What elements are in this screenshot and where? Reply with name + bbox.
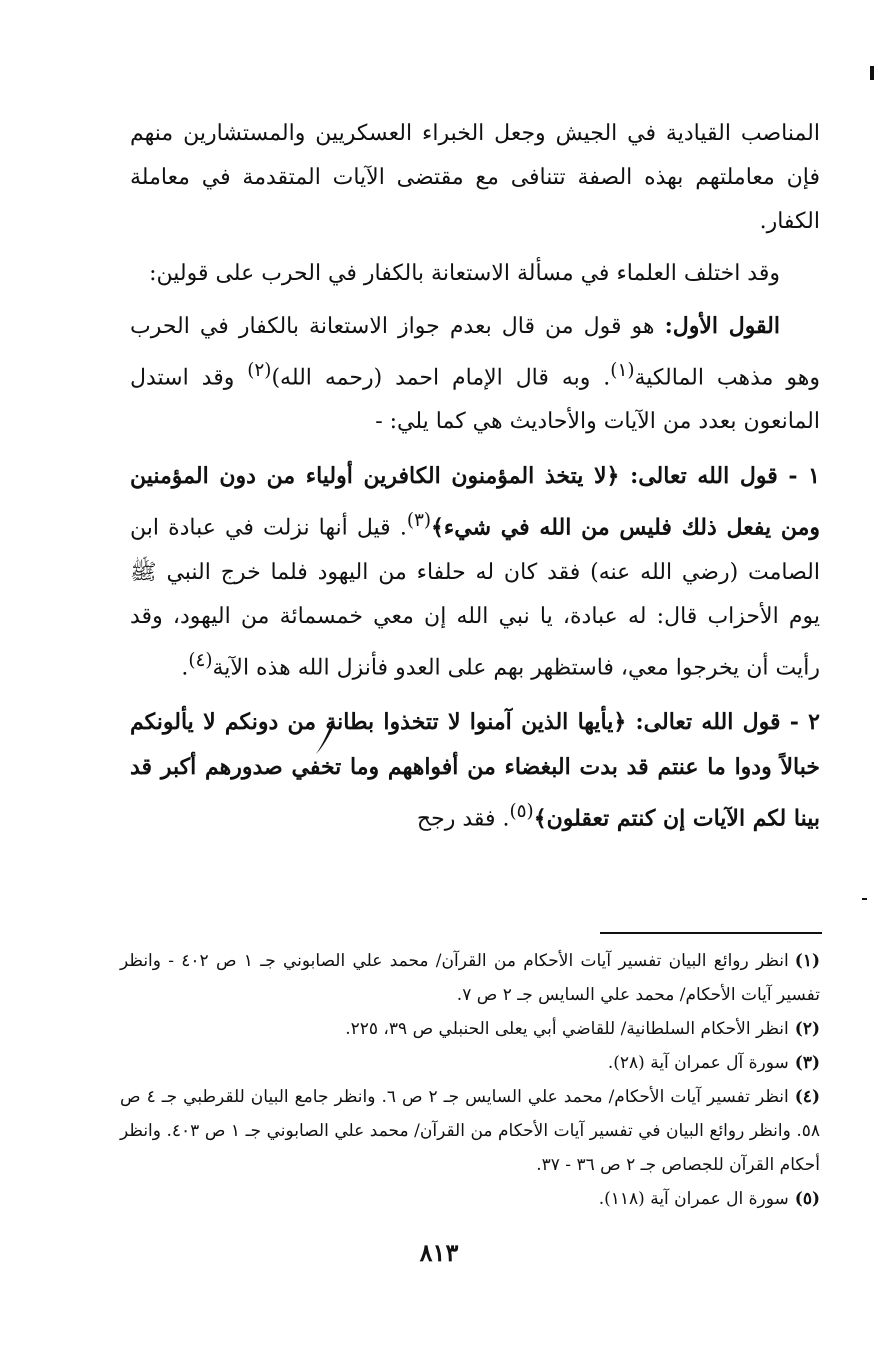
footnote-number: (٥) (794, 1189, 820, 1209)
footnote-ref: (٥) (509, 800, 534, 822)
quran-verse: ﴿لا يتخذ المؤمنون الكافرين أولياء من دون المؤمنين ومن يفعل ذلك فليس من الله في شيء﴾ (130, 463, 821, 541)
item-number: ١ - قول الله تعالى: (630, 463, 820, 490)
item-text-end: . (181, 654, 189, 680)
footnote-2 (120, 1012, 820, 1046)
footnote-4 (120, 1080, 820, 1182)
item-number: ٢ - قول الله تعالى: (635, 708, 820, 735)
evidence-item-2 (130, 700, 820, 841)
scan-mark (862, 898, 867, 900)
paragraph-2-text: وقد اختلف العلماء في مسألة الاستعانة بالكفار في الحرب على قولين: (149, 261, 780, 286)
evidence-item-1 (130, 454, 820, 690)
paragraph-1-text: المناصب القيادية في الجيش وجعل الخبراء العسكريين والمستشارين منهم فإن معاملتهم بهذه الصفة تتنافى مع مقتضى الآيات المتقدمة في معاملة الكفار. (130, 121, 820, 234)
footnote-ref: (٤) (188, 649, 213, 671)
footnote-text: انظر روائع البيان تفسير آيات الأحكام من القرآن/ محمد علي الصابوني جـ ١ ص ٤٠٢ - وانظر تفسير آيات الأحكام/ محمد علي السايس جـ ٢ ص ٧. (120, 951, 820, 1005)
main-text (130, 112, 820, 841)
footnote-text: انظر الأحكام السلطانية/ للقاضي أبي يعلى الحنبلي ص ٣٩، ٢٢٥. (345, 1019, 789, 1039)
footnote-text: سورة آل عمران آية (٢٨). (607, 1053, 789, 1073)
footnote-number: (٢) (794, 1019, 820, 1039)
item-text: . فقد رجح (416, 806, 510, 832)
pen-mark (310, 720, 340, 760)
footnotes (120, 944, 820, 1216)
footnote-number: (٣) (794, 1053, 820, 1073)
first-opinion-heading: القول الأول: (664, 313, 781, 339)
item-text: . قيل أنها نزلت في عبادة ابن الصامت (رضي الله عنه) فقد كان له حلفاء من اليهود فلما خرج النبي ﷺ يوم الأحزاب قال: له عبادة، يا نبي الله إن معي خمسمائة من اليهود، وقد رأيت أن يخرجوا معي، فاستظهر بهم على العدو فأنزل الله هذه الآية (130, 515, 820, 680)
footnote-text: انظر تفسير آيات الأحكام/ محمد علي السايس جـ ٢ ص ٦. وانظر جامع البيان للقرطبي جـ ٤ ص ٥٨. وانظر روائع البيان في تفسير آيات الأحكام من القرآن/ محمد علي الصابوني جـ ١ ص ٤٠٣. وانظر أحكام القرآن للجصاص جـ ٢ ص ٣٦ - ٣٧. (120, 1087, 821, 1175)
paragraph-3 (130, 304, 820, 444)
footnote-ref: (١) (610, 360, 635, 381)
quran-verse: ﴿يأيها الذين آمنوا لا تتخذوا بطانة من دونكم لا يألونكم خبالاً ودوا ما عنتم قد بدت البغضاء من أفواههم وما تخفي صدورهم أكبر قد بينا لكم الآيات إن كنتم تعقلون﴾ (130, 708, 820, 832)
footnote-1 (120, 944, 820, 1012)
paragraph-2 (130, 252, 820, 296)
paragraph-3-text-2: . وبه قال الإمام احمد (رحمه الله) (271, 365, 611, 391)
footnote-ref: (٢) (247, 360, 272, 381)
page-number: ٨١٣ (419, 1238, 459, 1267)
footnote-ref: (٣) (406, 510, 431, 532)
footnote-5 (120, 1182, 820, 1216)
footnote-number: (٤) (794, 1087, 820, 1107)
paragraph-3-text-3: وقد استدل المانعون بعدد من الآيات والأحاديث هي كما يلي: - (130, 365, 820, 435)
footnote-number: (١) (794, 951, 820, 971)
paragraph-1 (130, 112, 820, 244)
footnote-separator (600, 932, 822, 934)
footnote-3 (120, 1046, 820, 1080)
paragraph-3-text: هو قول من قال بعدم جواز الاستعانة بالكفار في الحرب وهو مذهب المالكية (130, 314, 820, 391)
footnote-text: سورة ال عمران آية (١١٨). (598, 1189, 789, 1209)
scan-mark (870, 66, 874, 80)
